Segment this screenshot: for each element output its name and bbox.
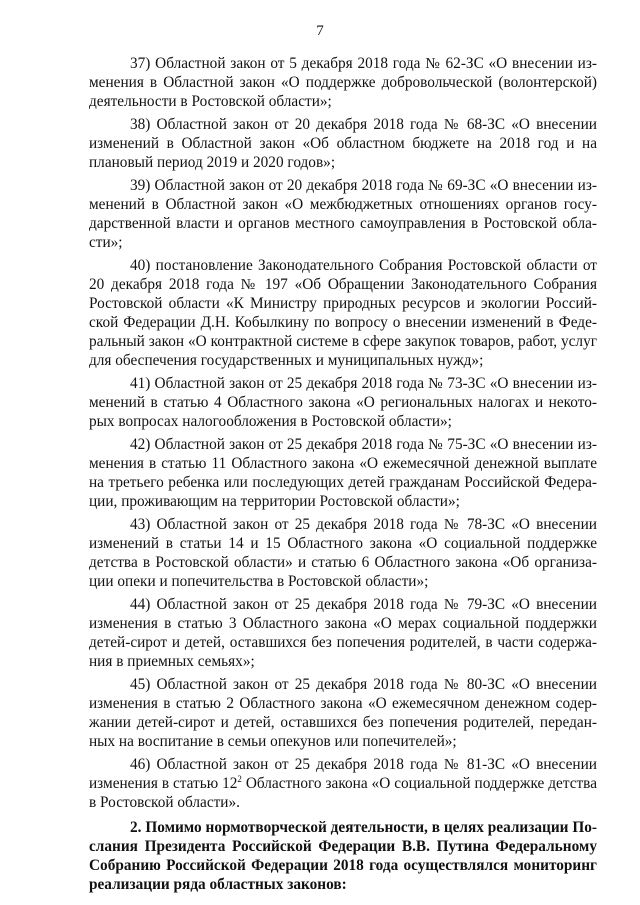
list-item-39: 39) Областной закон от 20 декабря 2018 года № 69-ЗС «О внесении изменений в Областной закон «О межбюджетных отношениях органов государственной власти и органов местного самоуправления в Ростовской области»;	[89, 177, 597, 251]
list-item-42: 42) Областной закон от 25 декабря 2018 года № 75-ЗС «О внесении изменения в статью 11 Областного закона «О ежемесячной денежной выплате на третьего ребенка или последующих детей гражданам Российской Федерации, проживающим на территории Ростовской области»;	[89, 436, 597, 510]
list-item-37: 37) Областной закон от 5 декабря 2018 года № 62-ЗС «О внесении изменения в Областной закон «О поддержке добровольческой (волонтерской) деятельности в Ростовской области»;	[89, 55, 597, 110]
list-item-46-text-after: Областного закона «О социальной поддержке детства в Ростовской области».	[89, 775, 597, 811]
list-item-44: 44) Областной закон от 25 декабря 2018 года № 79-ЗС «О внесении изменения в статью 3 Областного закона «О мерах социальной поддержки детей-сирот и детей, оставшихся без попечения родителей, в части содержания в приемных семьях»;	[89, 596, 597, 670]
document-body	[89, 54, 597, 898]
section-2-heading: 2. Помимо нормотворческой деятельности, в целях реализации Послания Президента Российской Федерации В.В. Путина Федеральному Собранию Российской Федерации 2018 года осуществлялся мониторинг реализации ряда областных законов:	[89, 819, 597, 893]
list-item-46-text-before: 46) Областной закон от 25 декабря 2018 года № 81-ЗС «О внесении изменения в статью 12	[89, 756, 597, 792]
page-number: 7	[316, 23, 324, 39]
list-item-38: 38) Областной закон от 20 декабря 2018 года № 68-ЗС «О внесении изменений в Областной закон «Об областном бюджете на 2018 год и на плановый период 2019 и 2020 годов»;	[89, 116, 597, 171]
list-item-43: 43) Областной закон от 25 декабря 2018 года № 78-ЗС «О внесении изменений в статьи 14 и 15 Областного закона «О социальной поддержке детства в Ростовской области» и статью 6 Областного закона «Об организации опеки и попечительства в Ростовской области»;	[89, 516, 597, 590]
list-item-46	[89, 755, 597, 812]
list-item-45: 45) Областной закон от 25 декабря 2018 года № 80-ЗС «О внесении изменения в статью 2 Областного закона «О ежемесячном денежном содержании детей-сирот и детей, оставшихся без попечения родителей, переданных на воспитание в семьи опекунов или попечителей»;	[89, 676, 597, 750]
list-item-41: 41) Областной закон от 25 декабря 2018 года № 73-ЗС «О внесении изменений в статью 4 Областного закона «О региональных налогах и некоторых вопросах налогообложения в Ростовской области»;	[89, 375, 597, 430]
article-superscript: 2	[237, 773, 242, 784]
list-item-40: 40) постановление Законодательного Собрания Ростовской области от 20 декабря 2018 года № 197 «Об Обращении Законодательного Собрания Ростовской области «К Министру природных ресурсов и экологии Российской Федерации Д.Н. Кобылкину по вопросу о внесении изменений в Федеральный закон «О контрактной системе в сфере закупок товаров, работ, услуг для обеспечения государственных и муниципальных нужд»;	[89, 257, 597, 369]
